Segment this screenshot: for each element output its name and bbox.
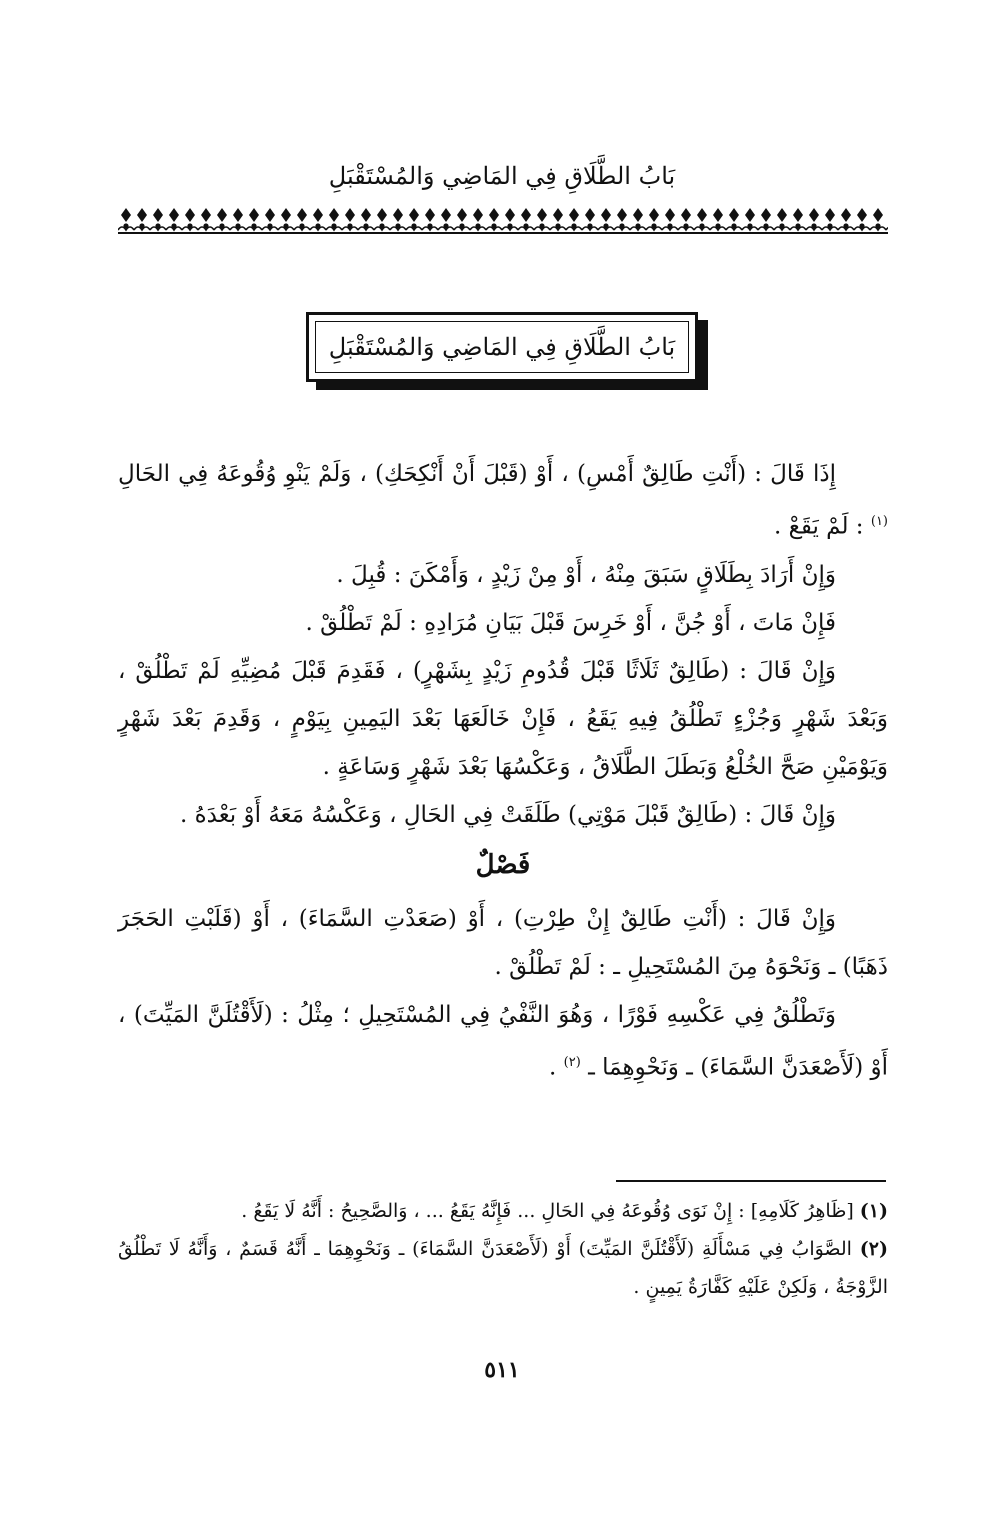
footnote-ref-1: (١) [870,514,888,529]
ornamental-border [118,204,888,234]
paragraph-1-end: : لَمْ يَقَعْ . [773,513,864,540]
page-number: ٥١١ [484,1357,520,1383]
paragraph-2: وَإِنْ أَرَادَ بِطَلَاقٍ سَبَقَ مِنْهُ ، أَوْ مِنْ زَيْدٍ ، وَأَمْكَنَ : قُبِلَ . [336,561,836,588]
paragraph-3: فَإِنْ مَاتَ ، أَوْ جُنَّ ، أَوْ خَرِسَ قَبْلَ بَيَانِ مُرَادِهِ : لَمْ تَطْلُقْ . [305,609,836,636]
footnote-ref-2: (٢) [563,1054,581,1070]
paragraph-1-text: إِذَا قَالَ : (أَنْتِ طَالِقٌ أَمْسِ) ، أَوْ (قَبْلَ أَنْ أَنْكِحَكِ) ، وَلَمْ يَنْوِ وُقُوعَهُ فِي الحَالِ [118,461,836,487]
footnote-divider [616,1180,886,1182]
footnote-1 [118,1192,888,1230]
footnote-2-number: (٢) [859,1238,889,1260]
main-text [118,450,888,1091]
paragraph-7 [118,991,888,1092]
chapter-title-frame [306,312,698,382]
running-head: بَابُ الطَّلَاقِ فِي المَاضِي وَالمُسْتَقْبَلِ [328,162,676,190]
footnote-1-text: [ظَاهِرُ كَلَامِهِ] : إِنْ نَوَى وُقُوعَهُ فِي الحَالِ ... فَإِنَّهُ يَقَعُ ... ، وَالصَّحِيحُ : أَنَّهُ لَا يَقَعُ . [241,1200,854,1222]
footnotes [118,1192,888,1306]
section-heading: فَصْلٌ [475,849,531,880]
paragraph-5: وَإِنْ قَالَ : (طَالِقٌ قَبْلَ مَوْتِي) طَلَقَتْ فِي الحَالِ ، وَعَكْسُهُ مَعَهُ أَوْ بَعْدَهُ . [179,801,836,828]
footnote-2-text: الصَّوَابُ فِي مَسْأَلَةِ (لَأَقْتُلَنَّ المَيِّتَ) أَوْ (لَأَصْعَدَنَّ السَّمَاءَ) ـ وَنَحْوِهِمَا ـ أَنَّهُ قَسَمٌ ، وَأَنَّهُ لَا تَطْلُقُ الزَّوْجَةُ ، وَلَكِنْ عَلَيْهِ كَفَّارَةُ يَمِينٍ . [118,1238,888,1298]
paragraph-7-end: . [549,1054,557,1081]
paragraph-7-text: وَتَطْلُقُ فِي عَكْسِهِ فَوْرًا ، وَهُوَ النَّفْيُ فِي المُسْتَحِيلِ ؛ مِثْلُ : (لَأَقْتُلَنَّ المَيِّتَ) ، أَوْ (لَأَصْعَدَنَّ السَّمَاءَ) ـ وَنَحْوِهِمَا ـ [118,1001,888,1081]
footnote-2 [118,1230,888,1306]
chapter-title: بَابُ الطَّلَاقِ فِي المَاضِي وَالمُسْتَقْبَلِ [315,321,689,373]
paragraph-4: وَإِنْ قَالَ : (طَالِقٌ ثَلَاثًا قَبْلَ قُدُومِ زَيْدٍ بِشَهْرٍ) ، فَقَدِمَ قَبْلَ مُضِيِّهِ لَمْ تَطْلُقْ ، وَبَعْدَ شَهْرٍ وَجُزْءٍ تَطْلُقُ فِيهِ يَقَعُ ، فَإِنْ خَالَعَهَا بَعْدَ اليَمِينِ بِيَوْمٍ ، وَقَدِمَ بَعْدَ شَهْرٍ وَيَوْمَيْنِ صَحَّ الخُلْعُ وَبَطَلَ الطَّلَاقُ ، وَعَكْسُهَا بَعْدَ شَهْرٍ وَسَاعَةٍ . [118,657,889,780]
paragraph-1 [118,450,888,551]
paragraph-6: وَإِنْ قَالَ : (أَنْتِ طَالِقٌ إِنْ طِرْتِ) ، أَوْ (صَعَدْتِ السَّمَاءَ) ، أَوْ (قَلَبْتِ الحَجَرَ ذَهَبًا) ـ وَنَحْوَهُ مِنَ المُسْتَحِيلِ ـ : لَمْ تَطْلُقْ . [118,905,888,980]
footnote-1-number: (١) [859,1200,888,1222]
